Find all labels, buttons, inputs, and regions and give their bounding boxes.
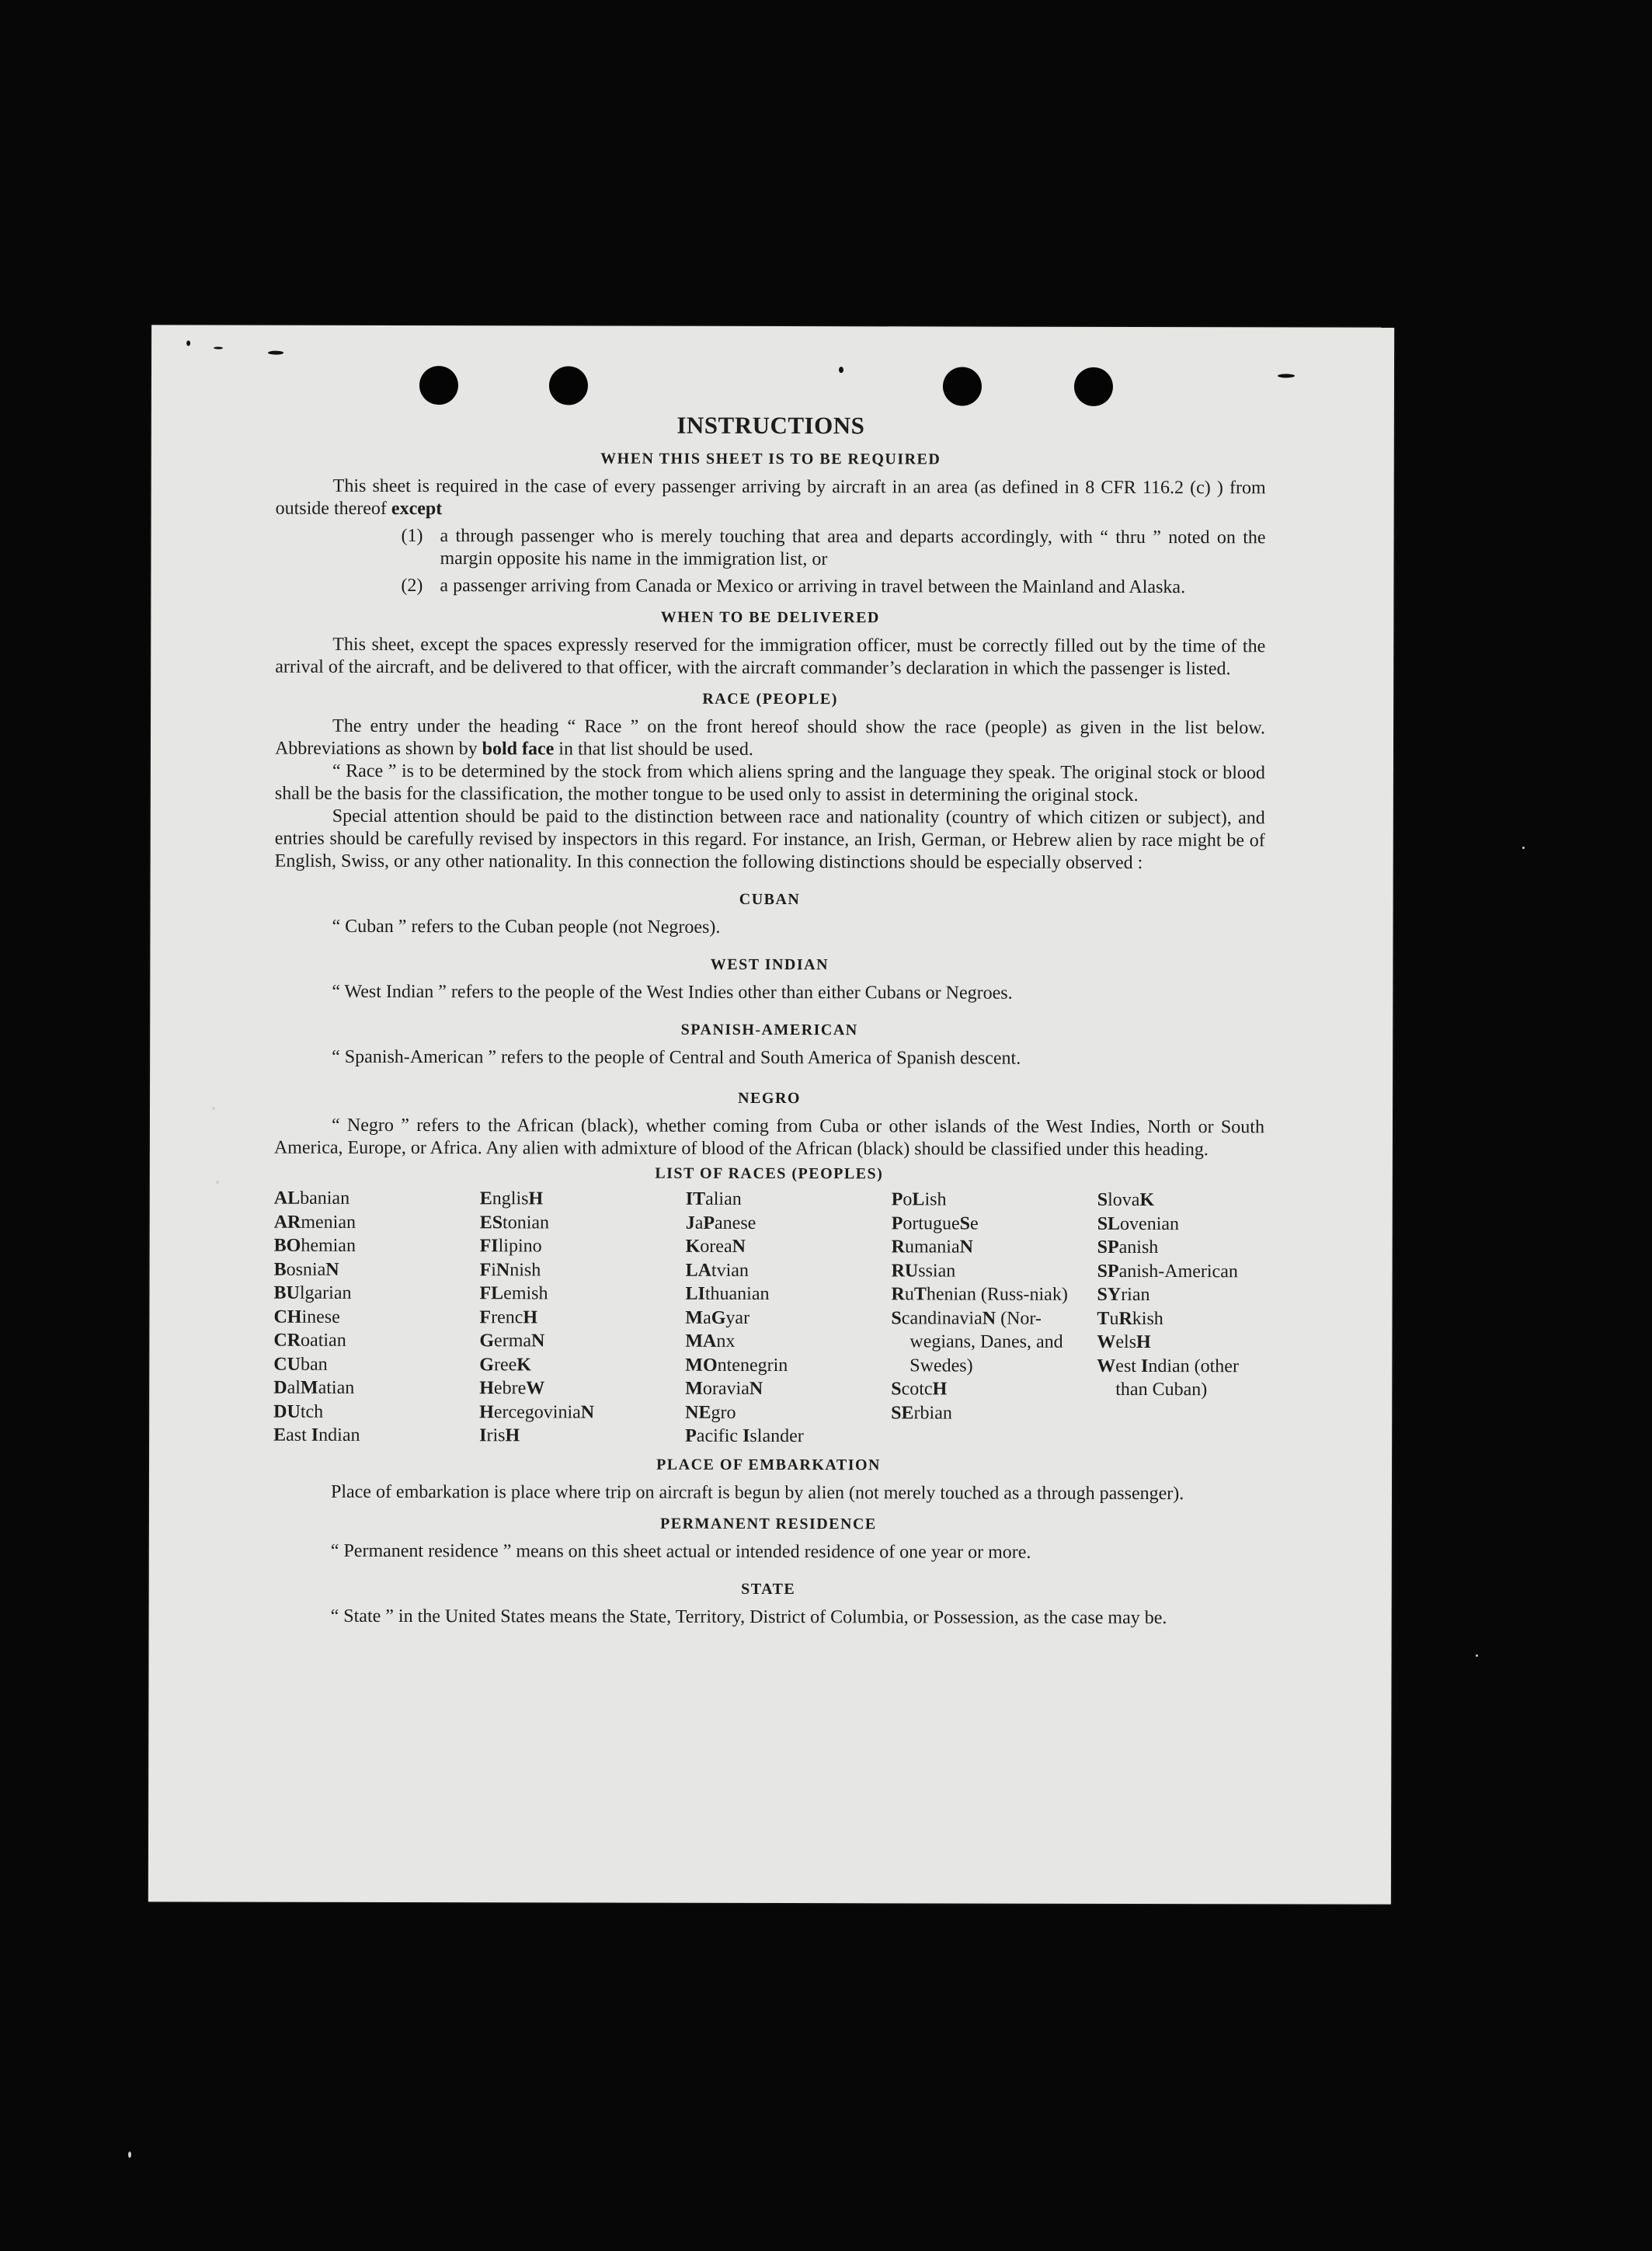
paragraph-when-delivered: This sheet, except the spaces expressly reserved for the immigration officer, must be correctly filled out by the time of the arrival of the aircraft, and be delivered to that officer, with the aircraft commander’s declaration in which the passenger is listed. bbox=[275, 634, 1266, 680]
race-entry: EStonian bbox=[479, 1212, 550, 1233]
race-entry: Pacific Islander bbox=[685, 1425, 804, 1447]
race-entry: RuThenian (Russ-niak) bbox=[891, 1284, 1068, 1305]
race-entry: RUssian bbox=[891, 1260, 956, 1281]
race-entry: MaGyar bbox=[685, 1307, 750, 1328]
paragraph-race-1: The entry under the heading “ Race ” on the front hereof should show the race (people) as given in the list below. Abbreviations as shown by bold face in that list should be used. bbox=[274, 715, 1266, 760]
ink-speck bbox=[214, 346, 223, 349]
page-title: INSTRUCTIONS bbox=[676, 411, 865, 440]
race-entry: IrisH bbox=[479, 1425, 520, 1446]
race-entry: MoraviaN bbox=[685, 1378, 763, 1399]
race-entry: ScandinaviaN (Nor-wegians, Danes, and Swedes) bbox=[891, 1307, 1063, 1376]
race-entry: ScotcH bbox=[891, 1379, 948, 1400]
film-speck bbox=[1522, 847, 1525, 849]
race-entry: East Indian bbox=[273, 1425, 360, 1446]
race-entry: FrencH bbox=[479, 1306, 538, 1327]
race-entry: WelsH bbox=[1097, 1331, 1151, 1353]
film-speck bbox=[216, 1181, 219, 1184]
race-entry: ARmenian bbox=[273, 1212, 356, 1233]
heading-when-delivered: WHEN TO BE DELIVERED bbox=[660, 608, 880, 627]
races-table bbox=[273, 1187, 1264, 1449]
race-entry: PoLish bbox=[891, 1189, 947, 1210]
heading-race: RACE (PEOPLE) bbox=[702, 690, 838, 708]
race-entry: HercegoviniaN bbox=[479, 1401, 595, 1423]
race-entry: BosniaN bbox=[273, 1259, 339, 1280]
ink-speck bbox=[839, 367, 843, 373]
film-speck bbox=[1476, 1654, 1478, 1657]
race-entry: CRoatian bbox=[273, 1330, 346, 1351]
race-entry: BUlgarian bbox=[273, 1282, 352, 1303]
race-entry: RumaniaN bbox=[891, 1237, 973, 1258]
race-entry: MAnx bbox=[685, 1331, 736, 1352]
paragraph-cuban: “ Cuban ” refers to the Cuban people (not Negroes). bbox=[332, 916, 721, 938]
punch-hole bbox=[419, 366, 458, 405]
heading-state: STATE bbox=[741, 1580, 796, 1598]
race-entry: SlovaK bbox=[1097, 1189, 1155, 1211]
document-body bbox=[273, 411, 1266, 1630]
punch-hole bbox=[549, 366, 588, 405]
film-speck bbox=[128, 2152, 131, 2158]
heading-when-required: WHEN THIS SHEET IS TO BE REQUIRED bbox=[600, 450, 941, 468]
ink-speck bbox=[1278, 374, 1295, 377]
punch-hole bbox=[943, 367, 982, 405]
film-speck bbox=[212, 1107, 215, 1110]
race-entry: FLemish bbox=[479, 1283, 548, 1304]
heading-permanent-residence: PERMANENT RESIDENCE bbox=[659, 1515, 877, 1533]
race-entry: FiNnish bbox=[479, 1259, 541, 1280]
heading-west-indian: WEST INDIAN bbox=[710, 955, 829, 974]
race-entry: SPanish-American bbox=[1097, 1261, 1238, 1282]
paragraph-west-indian: “ West Indian ” refers to the people of the West Indies other than either Cubans or Negroes. bbox=[332, 981, 1013, 1004]
heading-spanish-american: SPANISH-AMERICAN bbox=[680, 1021, 858, 1039]
race-entry: MOntenegrin bbox=[685, 1355, 788, 1376]
ink-speck bbox=[186, 340, 190, 346]
race-entry: TuRkish bbox=[1097, 1308, 1163, 1329]
heading-negro: NEGRO bbox=[738, 1089, 801, 1108]
races-column bbox=[1097, 1188, 1264, 1449]
race-entry: CUban bbox=[273, 1354, 328, 1375]
ink-speck bbox=[268, 351, 283, 355]
race-entry: ALbanian bbox=[273, 1188, 350, 1209]
race-entry: West Indian (other than Cuban) bbox=[1097, 1355, 1239, 1400]
exception-text: a passenger arriving from Canada or Mexico or arriving in travel between the Mainland and Alaska. bbox=[440, 576, 1186, 598]
race-entry: SLovenian bbox=[1097, 1213, 1180, 1234]
races-column bbox=[685, 1188, 892, 1449]
race-entry: SPanish bbox=[1097, 1237, 1159, 1258]
paragraph-negro: “ Negro ” refers to the African (black), whether coming from Cuba or other islands of the West Indies, North or South America, Europe, or Africa. Any alien with admixture of blood of the African (black) should be classified under this heading. bbox=[273, 1115, 1264, 1160]
paragraph-race-3: Special attention should be paid to the distinction between race and nationality (country of which citizen or subject), and entries should be carefully revised by inspectors in this regard. For instance, an Irish, German, or Hebrew alien by race might be of English, Swiss, or any other nationality. In this connection the following distinctions should be especially observed : bbox=[274, 805, 1265, 874]
exception-item bbox=[401, 525, 1265, 572]
race-entry: HebreW bbox=[479, 1378, 545, 1399]
race-entry: EnglisH bbox=[479, 1188, 544, 1209]
exception-number: (1) bbox=[401, 526, 423, 547]
exception-number: (2) bbox=[401, 576, 423, 597]
heading-list-of-races: LIST OF RACES (PEOPLES) bbox=[655, 1164, 884, 1183]
race-entry: KoreaN bbox=[685, 1236, 746, 1257]
paragraph-race-2: “ Race ” is to be determined by the stock from which aliens spring and the language they speak. The original stock or blood shall be the basis for the classification, the mother tongue to be used only to assist in determining the original stock. bbox=[274, 760, 1265, 805]
races-column bbox=[273, 1187, 480, 1448]
race-entry: CHinese bbox=[273, 1306, 340, 1327]
paragraph-place-of-embarkation: Place of embarkation is place where trip on aircraft is begun by alien (not merely touched as a through passenger). bbox=[330, 1481, 1184, 1504]
race-entry: FIlipino bbox=[479, 1236, 542, 1257]
exception-list bbox=[275, 525, 1265, 600]
race-entry: DUtch bbox=[273, 1401, 324, 1422]
race-entry: PortugueSe bbox=[891, 1212, 979, 1234]
race-entry: SErbian bbox=[891, 1402, 952, 1423]
paragraph-spanish-american: “ Spanish-American ” refers to the people of Central and South America of Spanish descent. bbox=[332, 1046, 1021, 1069]
heading-place-of-embarkation: PLACE OF EMBARKATION bbox=[656, 1456, 882, 1473]
exception-text: a through passenger who is merely touching that area and departs accordingly, with “ thru ” noted on the margin opposite his name in the immigration list, or bbox=[440, 526, 1266, 570]
race-entry: NEgro bbox=[685, 1402, 736, 1423]
races-column bbox=[479, 1187, 686, 1448]
race-entry: ITalian bbox=[685, 1188, 742, 1209]
races-column bbox=[891, 1188, 1097, 1449]
exception-item bbox=[401, 575, 1265, 599]
race-entry: GermaN bbox=[479, 1331, 545, 1352]
race-entry: JaPanese bbox=[685, 1212, 756, 1233]
race-entry: GreeK bbox=[479, 1354, 531, 1375]
race-entry: BOhemian bbox=[273, 1235, 356, 1256]
except-emphasis: except bbox=[391, 498, 443, 520]
race-entry: LAtvian bbox=[685, 1260, 749, 1281]
heading-cuban: CUBAN bbox=[739, 890, 801, 909]
race-entry: SYrian bbox=[1097, 1284, 1150, 1306]
paragraph-state: “ State ” in the United States means the State, Territory, District of Columbia, or Possession, as the case may be. bbox=[330, 1606, 1167, 1628]
punch-hole bbox=[1074, 367, 1113, 406]
instruction-sheet bbox=[148, 325, 1394, 1904]
paragraph-permanent-residence: “ Permanent residence ” means on this sheet actual or intended residence of one year or more. bbox=[330, 1540, 1031, 1563]
race-entry: DalMatian bbox=[273, 1377, 355, 1398]
race-entry: LIthuanian bbox=[685, 1283, 770, 1304]
paragraph-when-required: This sheet is required in the case of every passenger arriving by aircraft in an area (as defined in 8 CFR 116.2 (c) ) from outside thereof except bbox=[275, 475, 1266, 520]
